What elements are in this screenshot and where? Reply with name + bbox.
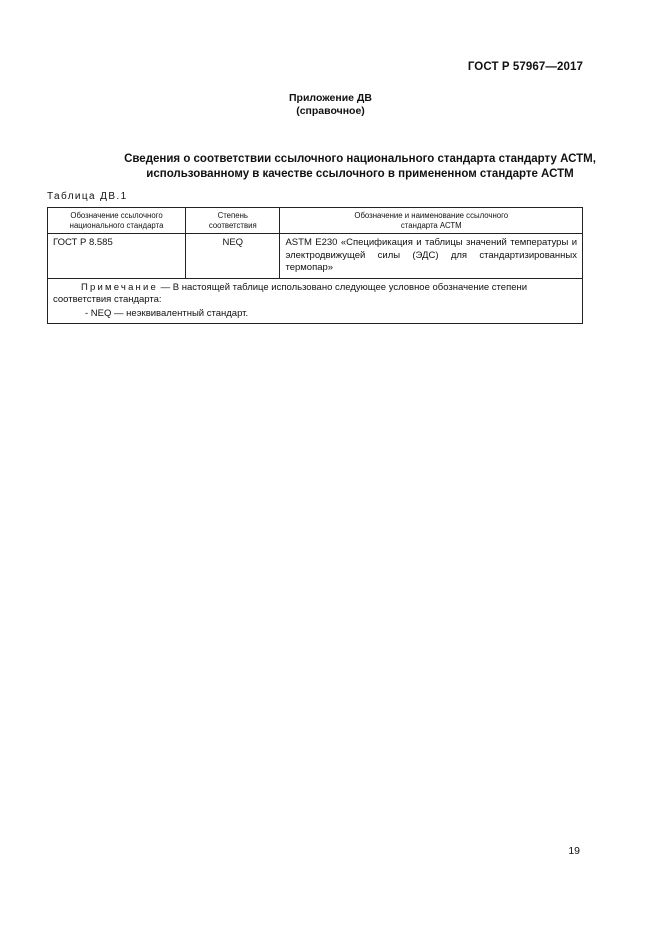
document-code: ГОСТ Р 57967—2017 (467, 61, 583, 73)
page-number: 19 (568, 845, 580, 857)
cell-astm-standard: ASTM E230 «Спецификация и таблицы значений температуры и электродвижущей силы (ЭДС) для стандартизированных термопар» (280, 234, 583, 279)
header-line: Обозначение и наименование ссылочного (354, 210, 509, 220)
header-line: Обозначение ссылочного (70, 210, 163, 220)
header-line: Степень (217, 210, 248, 220)
table-caption: Таблица ДВ.1 (47, 191, 128, 202)
note-text: — В настоящей таблице использовано следующее условное обозначение степени соответствия стандарта: (53, 281, 528, 305)
note-paragraph (53, 282, 577, 307)
table-row (48, 234, 583, 279)
header-national-standard (48, 208, 186, 234)
section-title (60, 152, 660, 181)
section-title-line-1: Сведения о соответствии ссылочного национального стандарта стандарту АСТМ, (124, 153, 596, 165)
reference-standards-table (47, 207, 583, 324)
header-line: соответствия (208, 220, 257, 230)
table-note (48, 278, 583, 324)
table-note-row (48, 278, 583, 324)
header-degree (186, 208, 280, 234)
section-title-line-2: использованному в качестве ссылочного в примененном стандарте АСТМ (146, 167, 574, 180)
header-astm-standard (280, 208, 583, 234)
cell-degree: NEQ (186, 234, 280, 279)
appendix-subtitle: (справочное) (296, 105, 365, 117)
table-header-row (48, 208, 583, 234)
note-list-item: - NEQ — неэквивалентный стандарт. (85, 307, 249, 319)
header-line: национального стандарта (69, 220, 164, 230)
appendix-title: Приложение ДВ (289, 92, 372, 104)
note-label: Примечание (81, 281, 158, 293)
appendix-heading (0, 92, 661, 118)
cell-national-standard: ГОСТ Р 8.585 (48, 234, 186, 279)
header-line: стандарта АСТМ (400, 220, 462, 230)
